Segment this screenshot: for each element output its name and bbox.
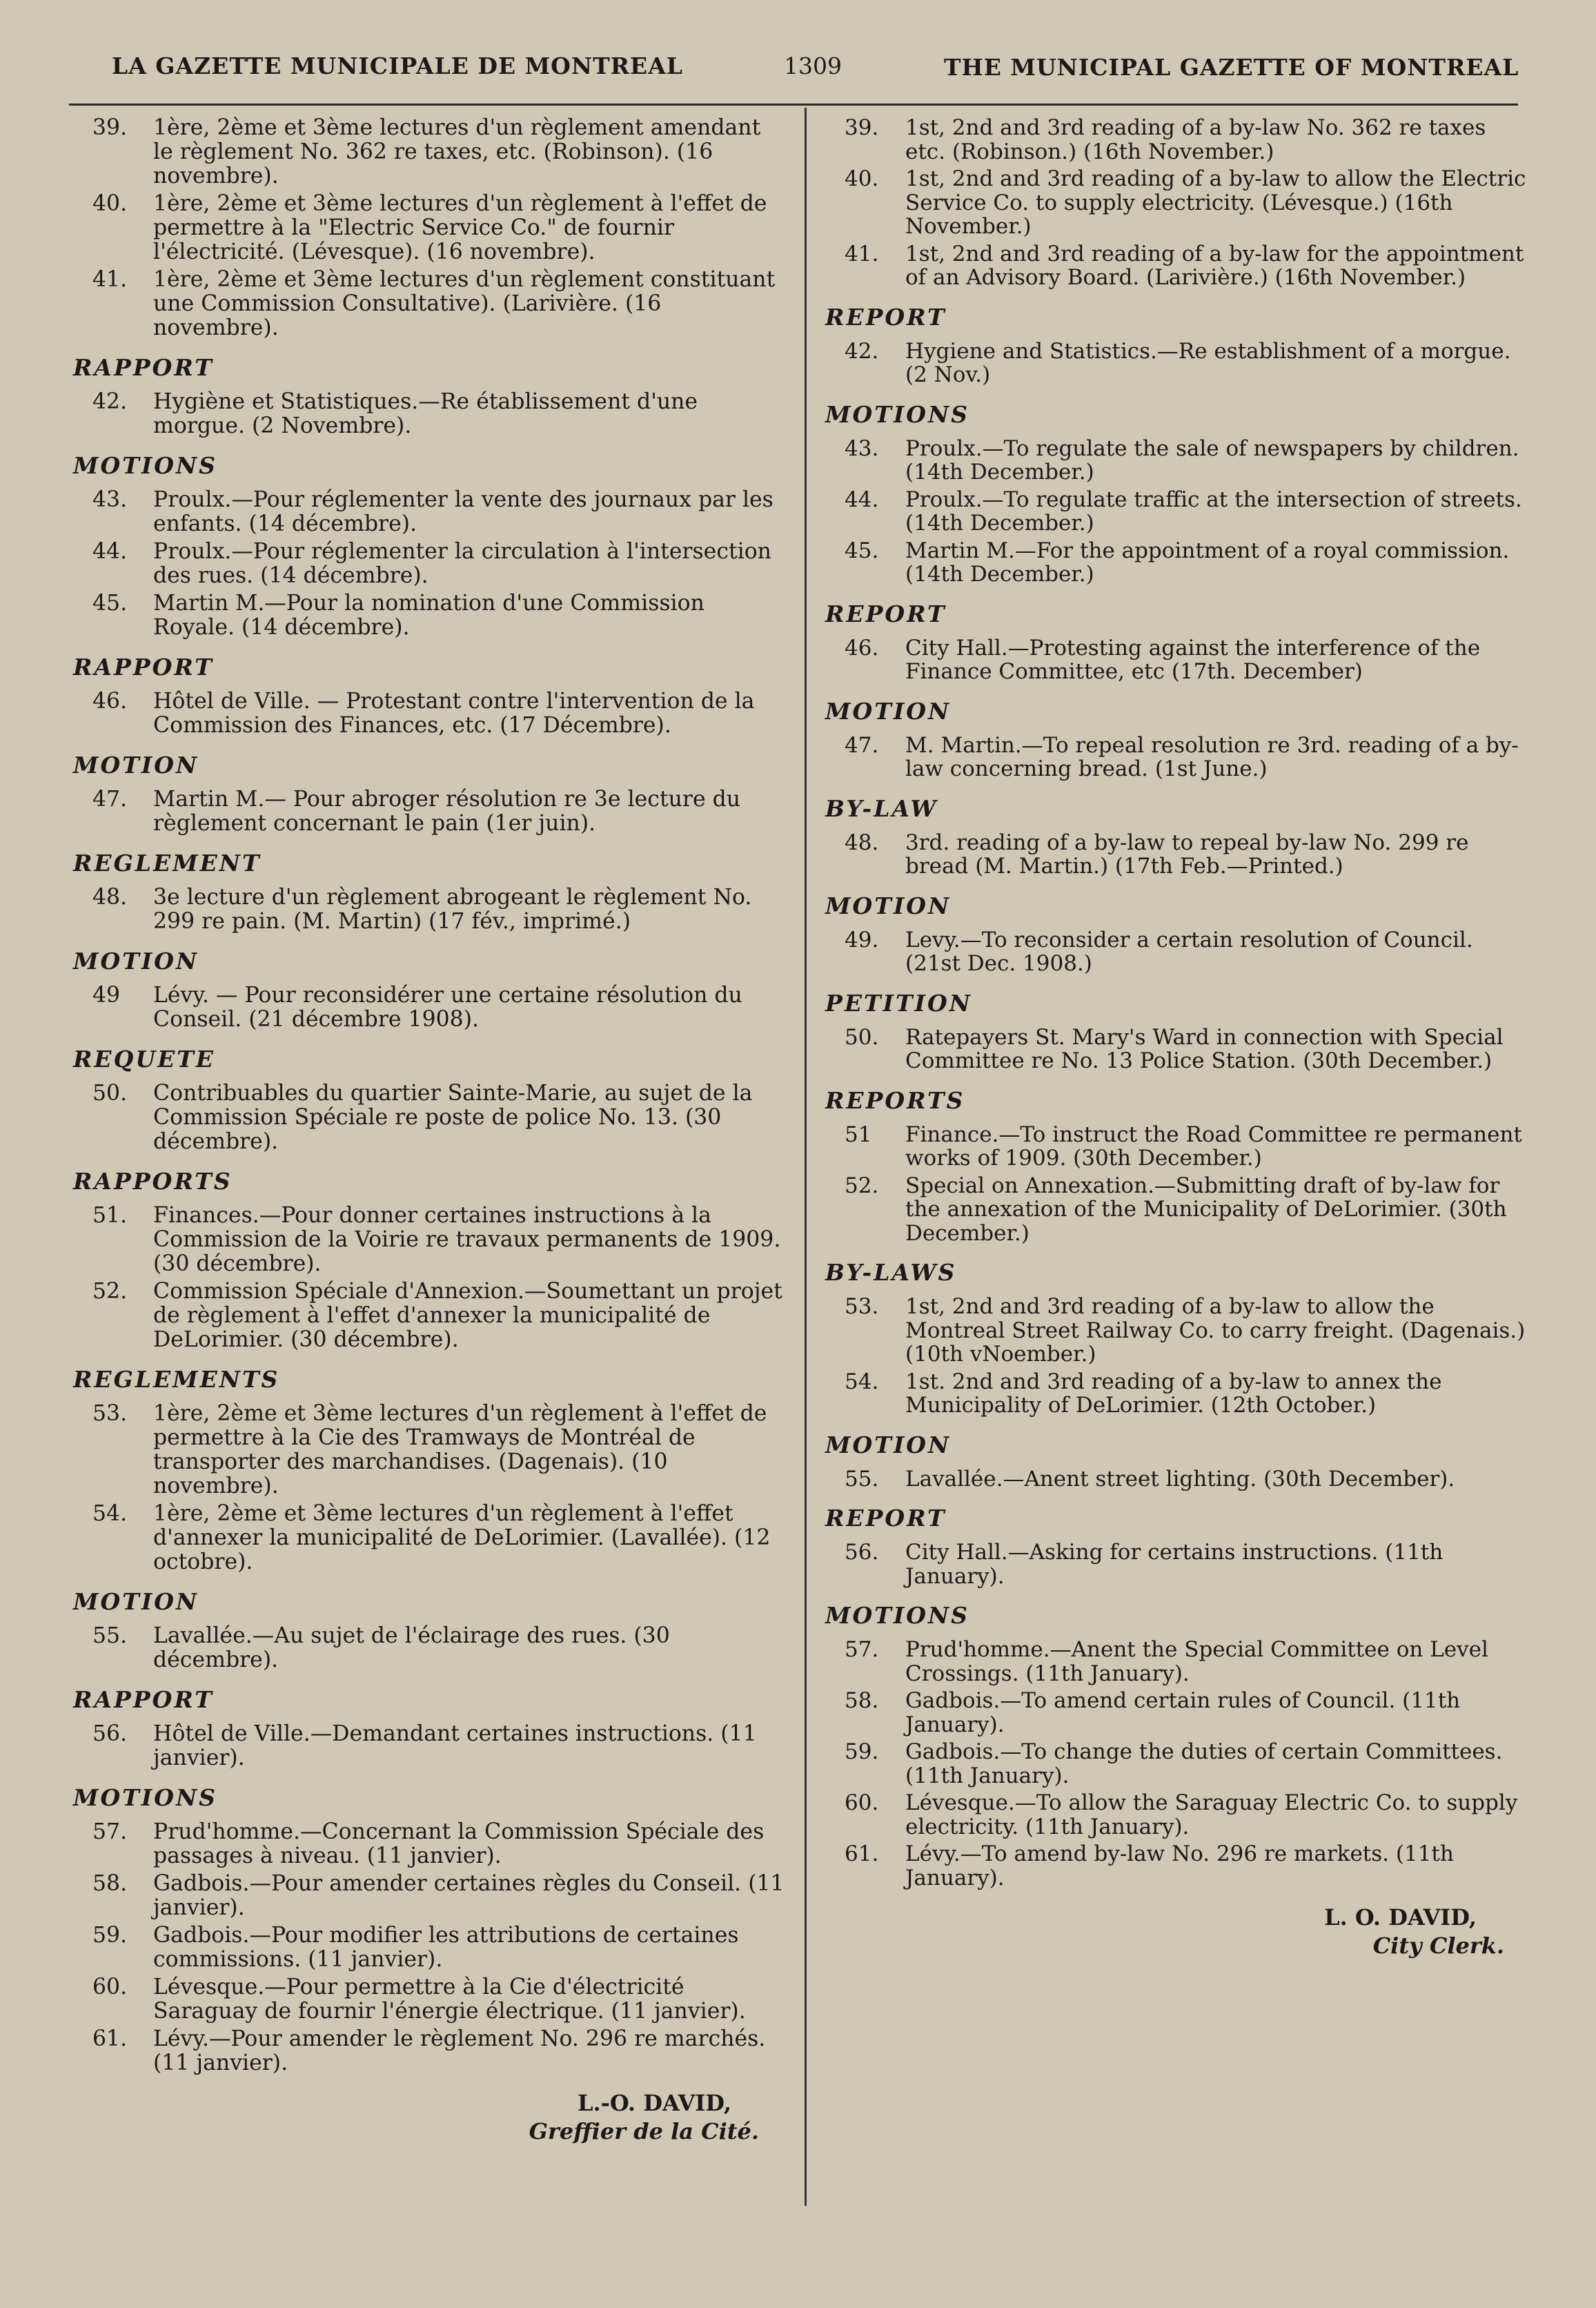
item-text: Gadbois.—Pour amender certaines règles du Conseil. (11 janvier). [153,1871,785,1920]
item-number: 50. [92,1081,128,1106]
item-number: 49. [845,927,879,952]
item-number: 42. [845,338,879,364]
item-text: 1st, 2nd and 3rd reading of a by-law for the appointment of an Advisory Board. (Larivière.) (16th November.) [905,241,1524,290]
agenda-item [62,690,787,738]
french-list [62,116,787,2075]
item-text: Martin M.— Pour abroger résolution re 3e lecture du règlement concernant le pain (1er juin). [153,787,741,836]
page-header [0,52,1596,94]
agenda-item [814,734,1532,781]
item-number: 43. [845,436,879,461]
item-number: 44. [92,539,128,564]
agenda-item [62,192,787,264]
item-number: 48. [92,885,128,910]
english-signature [814,1904,1532,1960]
item-text: Contribuables du quartier Sainte-Marie, au sujet de la Commission Spéciale re poste de police No. 13. (30 décembre). [153,1081,753,1154]
item-text: Gadbois.—Pour modifier les attributions de certaines commissions. (11 janvier). [153,1923,739,1972]
agenda-item [62,1280,787,1352]
agenda-item [62,2027,787,2075]
agenda-item [62,488,787,536]
item-number: 51. [92,1203,128,1228]
section-heading: MOTION [73,1588,199,1615]
item-number: 39. [845,115,879,140]
item-number: 53. [92,1401,128,1426]
item-number: 52. [92,1279,128,1304]
item-text: Ratepayers St. Mary's Ward in connection with Special Committee re No. 13 Police Station. (30th December.) [905,1024,1504,1073]
section-heading: REGLEMENTS [73,1366,280,1393]
agenda-item [62,1082,787,1154]
agenda-item [814,1370,1532,1418]
item-number: 39. [92,115,128,140]
section-heading: RAPPORT [73,1686,214,1713]
item-number: 45. [845,538,879,563]
item-text: 1st, 2nd and 3rd reading of a by-law to allow the Electric Service Co. to supply electricity. (Lévesque.) (16th November.) [905,166,1526,239]
item-number: 47. [845,732,879,758]
item-text: Lavallée.—Au sujet de l'éclairage des rues. (30 décembre). [153,1623,670,1672]
item-text: Gadbois.—To change the duties of certain Committees. (11th January). [905,1739,1503,1788]
item-text: Lévesque.—To allow the Saraguay Electric Co. to supply electricity. (11th January). [905,1790,1518,1839]
item-text: 1ère, 2ème et 3ème lectures d'un règlement à l'effet de permettre à la Cie des Tramways de Montréal de transporter des marchandises. (Dagenais). (10 novembre). [153,1401,767,1498]
item-number: 52. [845,1173,879,1198]
signature-title: Greffier de la Cité. [529,2118,759,2144]
item-text: Proulx.—To regulate the sale of newspapers by children. (14th December.) [905,436,1519,485]
item-number: 45. [92,591,128,616]
agenda-item [814,116,1532,164]
french-signature [62,2089,787,2146]
item-text: 1ère, 2ème et 3ème lectures d'un règlement à l'effet d'annexer la municipalité de DeLorimier. (Lavallée). (12 octobre). [153,1501,771,1574]
agenda-item [62,1502,787,1574]
agenda-item [62,1924,787,1972]
item-text: Hygiene and Statistics.—Re establishment of a morgue. (2 Nov.) [905,338,1511,387]
agenda-item [814,242,1532,290]
agenda-item [62,788,787,836]
item-text: M. Martin.—To repeal resolution re 3rd. reading of a by-law concerning bread. (1st June.) [905,732,1519,781]
agenda-item [814,488,1532,536]
agenda-item [814,539,1532,587]
item-text: Proulx.—Pour réglementer la circulation à l'intersection des rues. (14 décembre). [153,539,771,588]
item-text: Levy.—To reconsider a certain resolution of Council. (21st Dec. 1908.) [905,927,1473,976]
item-text: Prud'homme.—Anent the Special Committee on Level Crossings. (11th January). [905,1637,1488,1686]
section-heading: BY-LAWS [825,1259,957,1286]
item-number: 46. [92,689,128,714]
agenda-item [62,390,787,438]
section-heading: MOTION [825,1431,952,1458]
agenda-item [814,1174,1532,1246]
item-text: Proulx.—Pour réglementer la vente des journaux par les enfants. (14 décembre). [153,487,774,536]
item-number: 49 [92,983,121,1008]
section-heading: MOTION [825,892,952,919]
item-number: 47. [92,787,128,812]
section-heading: RAPPORT [73,354,214,381]
agenda-item [814,1791,1532,1839]
section-heading: MOTION [73,752,199,779]
french-column [62,116,787,2146]
agenda-item [62,984,787,1032]
agenda-item [62,1975,787,2024]
item-text: 1ère, 2ème et 3ème lectures d'un règlement amendant le règlement No. 362 re taxes, etc. (Robinson). (16 novembre). [153,115,761,188]
page-number: 1309 [784,52,842,79]
item-number: 51 [845,1122,872,1147]
signature-title: City Clerk. [1372,1933,1504,1959]
agenda-item [62,1872,787,1920]
section-heading: REQUETE [73,1046,215,1073]
agenda-item [814,1295,1532,1367]
item-text: Lévy.—Pour amender le règlement No. 296 re marchés. (11 janvier). [153,2026,766,2075]
item-text: 1st, 2nd and 3rd reading of a by-law to allow the Montreal Street Railway Co. to carry freight. (Dagenais.) (10th vNoember.) [905,1294,1526,1367]
item-number: 54. [92,1501,128,1526]
agenda-item [814,340,1532,387]
section-heading: REPORTS [825,1086,965,1114]
signature-name: L. O. DAVID, [1324,1904,1477,1930]
item-number: 40. [845,166,879,191]
item-number: 54. [845,1369,879,1394]
agenda-item [814,437,1532,485]
signature-name: L.-O. DAVID, [578,2090,731,2116]
item-number: 55. [845,1466,879,1492]
agenda-item [814,167,1532,239]
item-number: 60. [92,1975,128,1999]
agenda-item [814,831,1532,879]
agenda-item [814,1541,1532,1588]
item-number: 55. [92,1623,128,1648]
header-right-title: THE MUNICIPAL GAZETTE OF MONTREAL [944,54,1519,81]
agenda-item [62,886,787,934]
agenda-item [62,591,787,640]
english-list [814,116,1532,1890]
section-heading: MOTION [73,948,199,975]
section-heading: REGLEMENT [73,850,262,877]
item-number: 41. [845,241,879,266]
section-heading: MOTIONS [825,400,970,428]
section-heading: PETITION [825,989,972,1017]
agenda-item [62,540,787,588]
agenda-item [814,1123,1532,1171]
agenda-item [814,1842,1532,1890]
agenda-item [62,116,787,188]
section-heading: REPORT [825,600,947,627]
item-text: Hôtel de Ville. — Protestant contre l'intervention de la Commission des Finances, etc. (17 Décembre). [153,689,755,738]
section-heading: MOTION [825,697,952,725]
agenda-item [814,1689,1532,1737]
item-text: 3e lecture d'un règlement abrogeant le règlement No. 299 re pain. (M. Martin) (17 fév., imprimé.) [153,885,752,934]
section-heading: REPORT [825,1505,947,1532]
item-text: Prud'homme.—Concernant la Commission Spéciale des passages à niveau. (11 janvier). [153,1819,765,1868]
item-text: 1ère, 2ème et 3ème lectures d'un règlement à l'effet de permettre à la "Electric Service Co." de fournir l'électricité. (Lévesque). (16 novembre). [153,191,767,264]
item-text: Finance.—To instruct the Road Committee re permanent works of 1909. (30th December.) [905,1122,1522,1171]
item-number: 43. [92,487,128,512]
item-text: Gadbois.—To amend certain rules of Council. (11th January). [905,1688,1461,1737]
item-text: Martin M.—For the appointment of a royal commission. (14th December.) [905,538,1510,587]
agenda-item [814,1638,1532,1685]
item-number: 42. [92,389,128,414]
header-rule [69,104,1518,106]
item-number: 59. [845,1739,879,1764]
agenda-item [814,636,1532,684]
section-heading: MOTIONS [73,1784,218,1811]
item-text: Lévesque.—Pour permettre à la Cie d'électricité Saraguay de fournir l'énergie électrique. (11 janvier). [153,1975,746,2024]
agenda-item [814,1467,1532,1492]
item-text: 1ère, 2ème et 3ème lectures d'un règlement constituant une Commission Consultative). (Larivière. (16 novembre). [153,267,776,340]
item-text: Martin M.—Pour la nomination d'une Commission Royale. (14 décembre). [153,591,705,640]
section-heading: RAPPORT [73,654,214,681]
agenda-item [62,1722,787,1770]
column-divider [805,108,807,2206]
english-column [814,116,1532,1960]
item-number: 61. [92,2026,128,2051]
item-number: 56. [845,1540,879,1565]
item-text: Hygiène et Statistiques.—Re établissement d'une morgue. (2 Novembre). [153,389,698,438]
agenda-item [814,1740,1532,1788]
item-text: City Hall.—Protesting against the interference of the Finance Committee, etc (17th. December) [905,635,1481,684]
item-number: 60. [845,1790,879,1815]
item-text: Proulx.—To regulate traffic at the intersection of streets. (14th December.) [905,487,1522,536]
section-heading: BY-LAW [825,794,938,822]
item-text: 3rd. reading of a by-law to repeal by-law No. 299 re bread (M. Martin.) (17th Feb.—Printed.) [905,830,1469,879]
item-text: Finances.—Pour donner certaines instructions à la Commission de la Voirie re travaux permanents de 1909. (30 décembre). [153,1203,781,1276]
item-text: Special on Annexation.—Submitting draft of by-law for the annexation of the Municipality of DeLorimier. (30th December.) [905,1173,1507,1246]
item-number: 40. [92,191,128,216]
item-number: 57. [92,1819,128,1844]
item-number: 57. [845,1637,879,1662]
item-number: 61. [845,1841,879,1866]
section-heading: REPORT [825,303,947,331]
item-text: City Hall.—Asking for certains instructions. (11th January). [905,1540,1444,1589]
item-number: 44. [845,487,879,512]
item-text: Lévy.—To amend by-law No. 296 re markets. (11th January). [905,1841,1454,1890]
item-number: 56. [92,1721,128,1746]
agenda-item [814,928,1532,976]
header-left-title: LA GAZETTE MUNICIPALE DE MONTREAL [112,52,684,79]
item-text: Lévy. — Pour reconsidérer une certaine résolution du Conseil. (21 décembre 1908). [153,983,742,1032]
section-heading: MOTIONS [73,452,218,479]
item-number: 50. [845,1024,879,1050]
section-heading: RAPPORTS [73,1168,233,1195]
item-text: Commission Spéciale d'Annexion.—Soumettant un projet de règlement à l'effet d'annexer la municipalité de DeLorimier. (30 décembre). [153,1279,782,1352]
agenda-item [62,1624,787,1672]
agenda-item [814,1026,1532,1073]
item-number: 59. [92,1923,128,1948]
item-text: 1st. 2nd and 3rd reading of a by-law to annex the Municipality of DeLorimier. (12th October.) [905,1369,1442,1418]
item-number: 46. [845,635,879,661]
agenda-item [62,1204,787,1276]
section-heading: MOTIONS [825,1602,970,1629]
item-number: 53. [845,1294,879,1319]
item-number: 58. [92,1871,128,1896]
agenda-item [62,1820,787,1868]
agenda-item [62,1402,787,1498]
item-number: 58. [845,1688,879,1713]
item-number: 48. [845,830,879,855]
item-number: 41. [92,267,128,292]
item-text: Hôtel de Ville.—Demandant certaines instructions. (11 janvier). [153,1721,757,1770]
item-text: 1st, 2nd and 3rd reading of a by-law No. 362 re taxes etc. (Robinson.) (16th November.) [905,115,1486,164]
item-text: Lavallée.—Anent street lighting. (30th December). [905,1466,1455,1492]
agenda-item [62,268,787,340]
